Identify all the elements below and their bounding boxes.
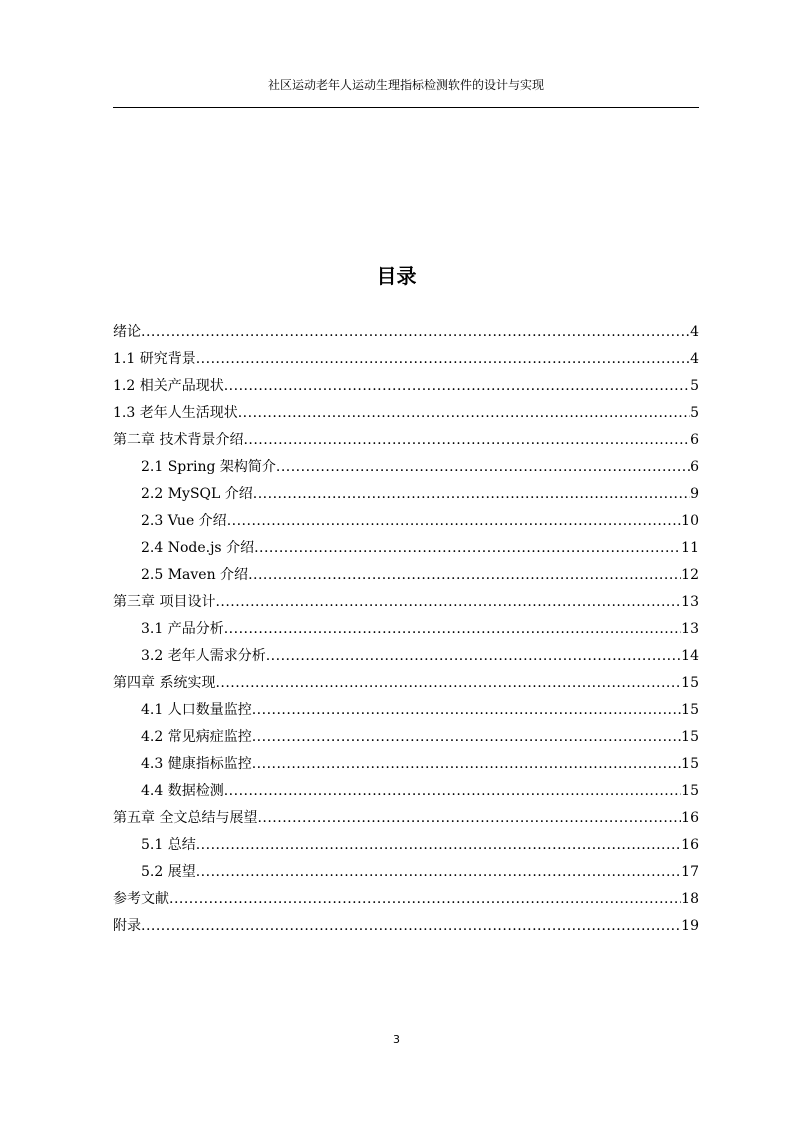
toc-title: 目录 xyxy=(376,264,417,288)
toc-entry[interactable] xyxy=(113,616,699,643)
toc-entry[interactable] xyxy=(113,373,699,400)
toc-entry-label: 附录 xyxy=(113,918,141,934)
toc-dot-leader xyxy=(215,589,681,616)
toc-dot-leader xyxy=(252,697,681,724)
toc-entry-label: 1.1 研究背景 xyxy=(113,351,196,367)
toc-dot-leader xyxy=(243,427,690,454)
toc-dot-leader xyxy=(248,562,681,589)
toc-entry-page: 17 xyxy=(681,864,699,880)
toc-entry-label: 5.2 展望 xyxy=(141,864,196,880)
toc-entry-label: 第四章 系统实现 xyxy=(113,675,216,691)
toc-entry-page: 16 xyxy=(681,810,699,826)
toc-entry-page: 9 xyxy=(690,486,699,502)
toc-entry-label: 1.2 相关产品现状 xyxy=(113,378,224,394)
toc-entry-label: 2.3 Vue 介绍 xyxy=(141,513,227,529)
toc-entry-label: 4.1 人口数量监控 xyxy=(141,702,252,718)
toc-entry-label: 3.2 老年人需求分析 xyxy=(141,648,266,664)
toc-dot-leader xyxy=(141,913,681,940)
page-number: 3 xyxy=(393,1033,400,1046)
toc-entry[interactable] xyxy=(113,670,699,697)
toc-dot-leader xyxy=(196,832,681,859)
toc-entry[interactable] xyxy=(113,481,699,508)
toc-entry[interactable] xyxy=(113,724,699,751)
toc-entry[interactable] xyxy=(113,562,699,589)
page-header xyxy=(113,74,699,108)
toc-entry-page: 13 xyxy=(681,594,699,610)
toc-entry[interactable] xyxy=(113,751,699,778)
toc-entry-label: 4.3 健康指标监控 xyxy=(141,756,252,772)
toc-entry-page: 4 xyxy=(690,324,699,340)
toc-dot-leader xyxy=(253,481,690,508)
toc-dot-leader xyxy=(215,670,681,697)
toc-entry[interactable] xyxy=(113,778,699,805)
toc-dot-leader xyxy=(276,454,690,481)
toc-entry-label: 3.1 产品分析 xyxy=(141,621,224,637)
toc-dot-leader xyxy=(252,751,681,778)
toc-entry-label: 第三章 项目设计 xyxy=(113,594,216,610)
toc-entry-page: 12 xyxy=(681,567,699,583)
toc-entry-page: 6 xyxy=(690,459,699,475)
toc-entry-page: 15 xyxy=(681,756,699,772)
toc-entry-page: 18 xyxy=(681,891,699,907)
toc-entry-page: 11 xyxy=(681,540,699,556)
toc-entry-label: 绪论 xyxy=(113,324,141,340)
toc-entry[interactable] xyxy=(113,400,699,427)
toc-entry-label: 第二章 技术背景介绍 xyxy=(113,432,244,448)
toc-dot-leader xyxy=(169,886,681,913)
toc-entry-page: 4 xyxy=(690,351,699,367)
toc-entry-page: 15 xyxy=(681,702,699,718)
table-of-contents xyxy=(113,319,699,940)
toc-entry-label: 参考文献 xyxy=(113,891,169,907)
toc-entry[interactable] xyxy=(113,589,699,616)
toc-entry[interactable] xyxy=(113,427,699,454)
toc-dot-leader xyxy=(254,535,681,562)
toc-entry[interactable] xyxy=(113,859,699,886)
toc-entry-label: 2.2 MySQL 介绍 xyxy=(141,486,253,502)
toc-entry-page: 15 xyxy=(681,675,699,691)
toc-entry-label: 4.2 常见病症监控 xyxy=(141,729,252,745)
toc-entry-label: 2.4 Node.js 介绍 xyxy=(141,540,255,556)
toc-dot-leader xyxy=(252,724,681,751)
toc-entry-page: 15 xyxy=(681,729,699,745)
toc-entry-page: 14 xyxy=(681,648,699,664)
toc-entry-page: 13 xyxy=(681,621,699,637)
toc-entry-label: 1.3 老年人生活现状 xyxy=(113,405,238,421)
toc-entry-page: 16 xyxy=(681,837,699,853)
toc-dot-leader xyxy=(224,778,681,805)
toc-entry-page: 10 xyxy=(681,513,699,529)
toc-entry[interactable] xyxy=(113,346,699,373)
toc-dot-leader xyxy=(196,346,690,373)
toc-entry[interactable] xyxy=(113,886,699,913)
toc-entry[interactable] xyxy=(113,319,699,346)
toc-entry[interactable] xyxy=(113,454,699,481)
toc-entry-label: 2.1 Spring 架构简介 xyxy=(141,459,276,475)
toc-dot-leader xyxy=(196,859,681,886)
toc-dot-leader xyxy=(224,616,681,643)
toc-entry[interactable] xyxy=(113,697,699,724)
toc-entry[interactable] xyxy=(113,535,699,562)
toc-dot-leader xyxy=(141,319,690,346)
toc-entry-page: 19 xyxy=(681,918,699,934)
toc-dot-leader xyxy=(257,805,681,832)
toc-dot-leader xyxy=(238,400,690,427)
toc-entry-page: 15 xyxy=(681,783,699,799)
toc-entry-page: 5 xyxy=(690,405,699,421)
toc-entry[interactable] xyxy=(113,508,699,535)
toc-entry-label: 第五章 全文总结与展望 xyxy=(113,810,258,826)
toc-entry-page: 6 xyxy=(690,432,699,448)
running-header-title: 社区运动老年人运动生理指标检测软件的设计与实现 xyxy=(267,78,544,92)
toc-entry[interactable] xyxy=(113,913,699,940)
toc-entry[interactable] xyxy=(113,643,699,670)
toc-entry-label: 4.4 数据检测 xyxy=(141,783,224,799)
toc-entry-label: 5.1 总结 xyxy=(141,837,196,853)
toc-dot-leader xyxy=(266,643,681,670)
toc-entry-page: 5 xyxy=(690,378,699,394)
toc-entry-label: 2.5 Maven 介绍 xyxy=(141,567,249,583)
toc-dot-leader xyxy=(224,373,690,400)
toc-entry[interactable] xyxy=(113,832,699,859)
toc-entry[interactable] xyxy=(113,805,699,832)
toc-dot-leader xyxy=(227,508,681,535)
